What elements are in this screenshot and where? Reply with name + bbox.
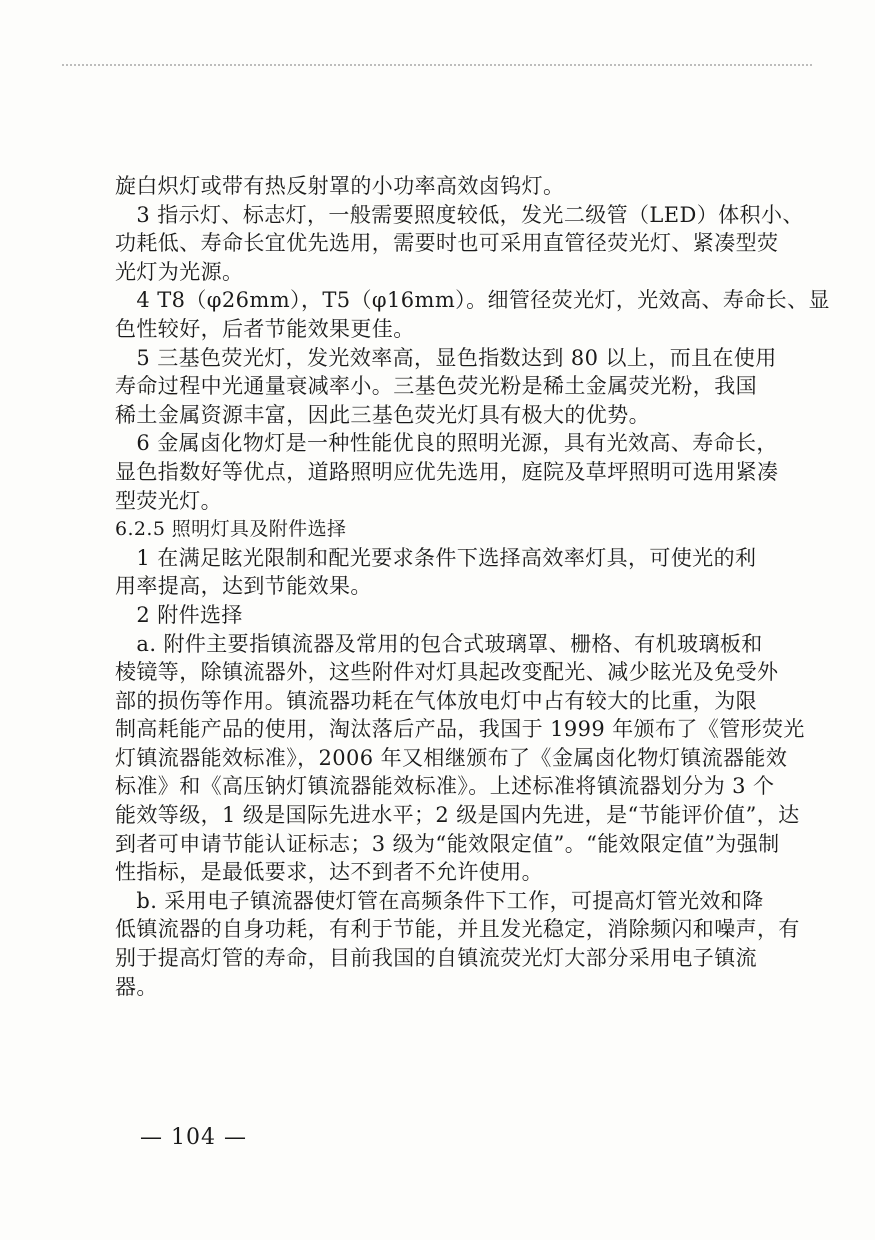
text-line: 性指标，是最低要求，达不到者不允许使用。 (115, 860, 543, 885)
text-line: 光灯为光源。 (115, 259, 244, 284)
text-line: 6 金属卤化物灯是一种性能优良的照明光源，具有光效高、寿命长， (115, 431, 778, 456)
text-line: 棱镜等，除镇流器外，这些附件对灯具起改变配光、减少眩光及免受外 (115, 660, 779, 685)
header-dotted-rule (62, 64, 812, 68)
text-line: 低镇流器的自身功耗，有利于节能，并且发光稳定，消除频闪和噪声，有 (115, 917, 800, 942)
text-line: a. 附件主要指镇流器及常用的包合式玻璃罩、栅格、有机玻璃板和 (115, 631, 763, 656)
text-line: 显色指数好等优点，道路照明应优先选用，庭院及草坪照明可选用紧凑 (115, 459, 779, 484)
text-line: 5 三基色荧光灯，发光效率高，显色指数达到 80 以上，而且在使用 (115, 345, 777, 370)
text-line: 部的损伤等作用。镇流器功耗在气体放电灯中占有较大的比重，为限 (115, 688, 757, 713)
page-number: — 104 — (140, 1125, 247, 1150)
text-line: 寿命过程中光通量衰减率小。三基色荧光粉是稀土金属荧光粉，我国 (115, 374, 757, 399)
text-line: 别于提高灯管的寿命，目前我国的自镇流荧光灯大部分采用电子镇流 (115, 946, 757, 971)
text-line: 型荧光灯。 (115, 488, 222, 513)
text-line: 制高耗能产品的使用，淘汰落后产品，我国于 1999 年颁布了《管形荧光 (115, 717, 805, 742)
section-heading: 6.2.5 照明灯具及附件选择 (115, 518, 347, 541)
text-line: 能效等级，1 级是国际先进水平；2 级是国内先进，是“节能评价值”，达 (115, 803, 800, 828)
text-line: 稀土金属资源丰富，因此三基色荧光灯具有极大的优势。 (115, 402, 650, 427)
body-text (115, 172, 830, 1001)
text-line: 4 T8（φ26mm），T5（φ16mm）。细管径荧光灯，光效高、寿命长、显 (115, 288, 830, 313)
text-line: b. 采用电子镇流器使灯管在高频条件下工作，可提高灯管光效和降 (115, 888, 764, 913)
text-line: 用率提高，达到节能效果。 (115, 574, 372, 599)
text-line: 色性较好，后者节能效果更佳。 (115, 316, 415, 341)
text-line: 灯镇流器能效标准》，2006 年又相继颁布了《金属卤化物灯镇流器能效 (115, 745, 788, 770)
text-line: 旋白炽灯或带有热反射罩的小功率高效卤钨灯。 (115, 174, 565, 198)
text-line: 到者可申请节能认证标志；3 级为“能效限定值”。“能效限定值”为强制 (115, 831, 780, 856)
text-line: 2 附件选择 (115, 602, 243, 627)
text-line: 器。 (115, 974, 158, 999)
text-line: 1 在满足眩光限制和配光要求条件下选择高效率灯具，可使光的利 (115, 545, 757, 570)
text-line: 3 指示灯、标志灯，一般需要照度较低，发光二级管（LED）体积小、 (115, 202, 804, 227)
text-line: 标准》和《高压钠灯镇流器能效标准》。上述标准将镇流器划分为 3 个 (115, 774, 775, 799)
text-line: 功耗低、寿命长宜优先选用，需要时也可采用直管径荧光灯、紧凑型荧 (115, 231, 779, 256)
